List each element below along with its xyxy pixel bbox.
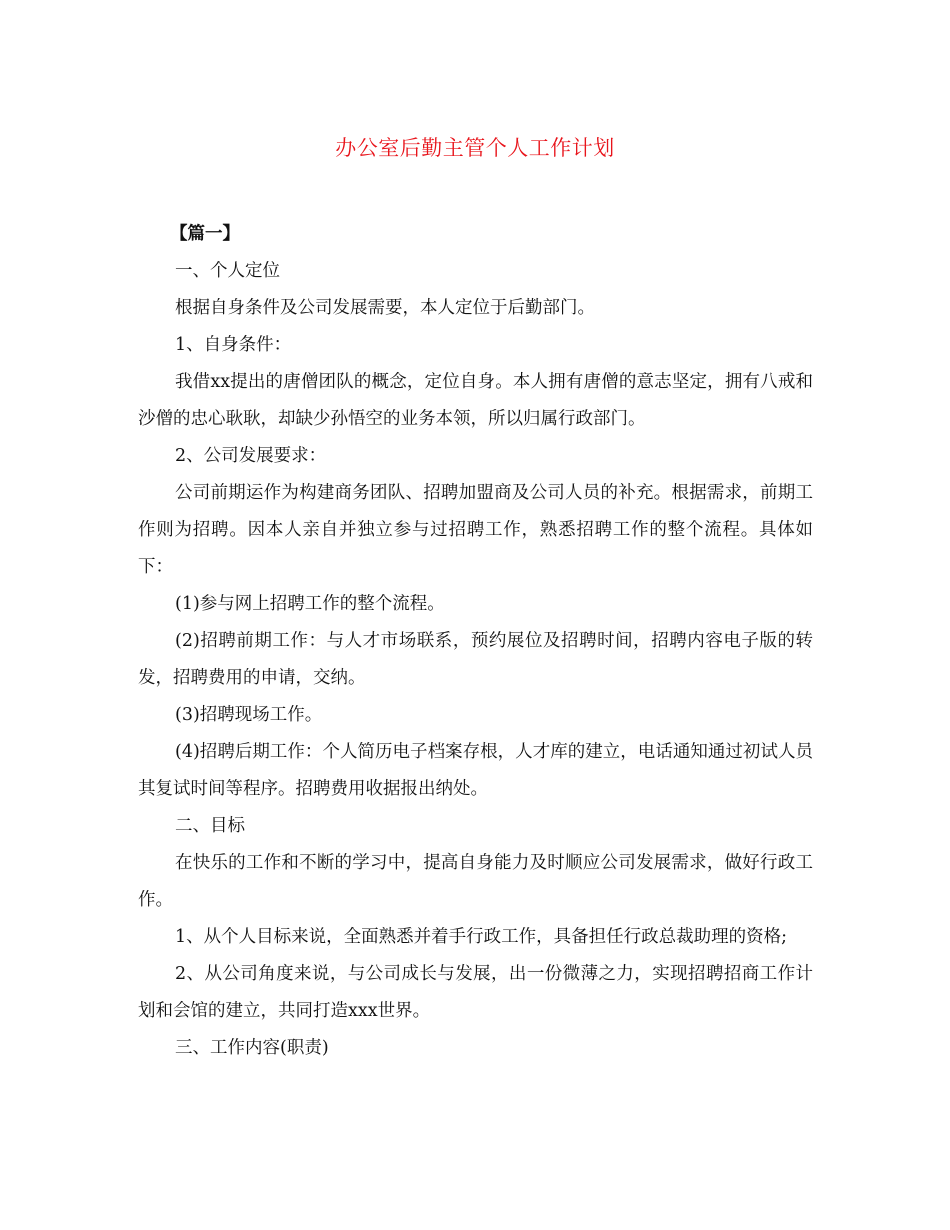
list-item: (3)招聘现场工作。 bbox=[175, 705, 323, 725]
paragraph: 在快乐的工作和不断的学习中，提高自身能力及时顺应公司发展需求，做好行政工作。 bbox=[138, 853, 813, 910]
list-item: 2、从公司角度来说，与公司成长与发展，出一份微薄之力，实现招聘招商工作计划和会馆的建立，共同打造xxx世界。 bbox=[138, 964, 813, 1021]
section-label: 【篇一】 bbox=[170, 224, 240, 244]
subheading-own-conditions: 1、自身条件： bbox=[175, 335, 292, 355]
list-item: (4)招聘后期工作：个人简历电子档案存根，人才库的建立，电话通知通过初试人员其复试时间等程序。招聘费用收据报出纳处。 bbox=[138, 742, 813, 799]
subheading-company-requirements: 2、公司发展要求： bbox=[175, 446, 327, 466]
paragraph: 我借xx提出的唐僧团队的概念，定位自身。本人拥有唐僧的意志坚定，拥有八戒和沙僧的忠心耿耿，却缺少孙悟空的业务本领，所以归属行政部门。 bbox=[138, 372, 813, 429]
heading-personal-positioning: 一、个人定位 bbox=[175, 261, 280, 281]
heading-goals: 二、目标 bbox=[175, 816, 245, 836]
list-item: (1)参与网上招聘工作的整个流程。 bbox=[175, 594, 445, 614]
paragraph: 公司前期运作为构建商务团队、招聘加盟商及公司人员的补充。根据需求，前期工作则为招聘。因本人亲自并独立参与过招聘工作，熟悉招聘工作的整个流程。具体如下： bbox=[138, 483, 813, 577]
list-item: (2)招聘前期工作：与人才市场联系，预约展位及招聘时间，招聘内容电子版的转发，招聘费用的申请，交纳。 bbox=[138, 631, 813, 688]
document-title: 办公室后勤主管个人工作计划 bbox=[335, 136, 615, 160]
list-item: 1、从个人目标来说，全面熟悉并着手行政工作，具备担任行政总裁助理的资格; bbox=[175, 927, 788, 947]
document-body bbox=[138, 216, 813, 1067]
heading-work-content: 三、工作内容(职责) bbox=[175, 1038, 329, 1058]
paragraph: 根据自身条件及公司发展需要，本人定位于后勤部门。 bbox=[175, 298, 595, 318]
